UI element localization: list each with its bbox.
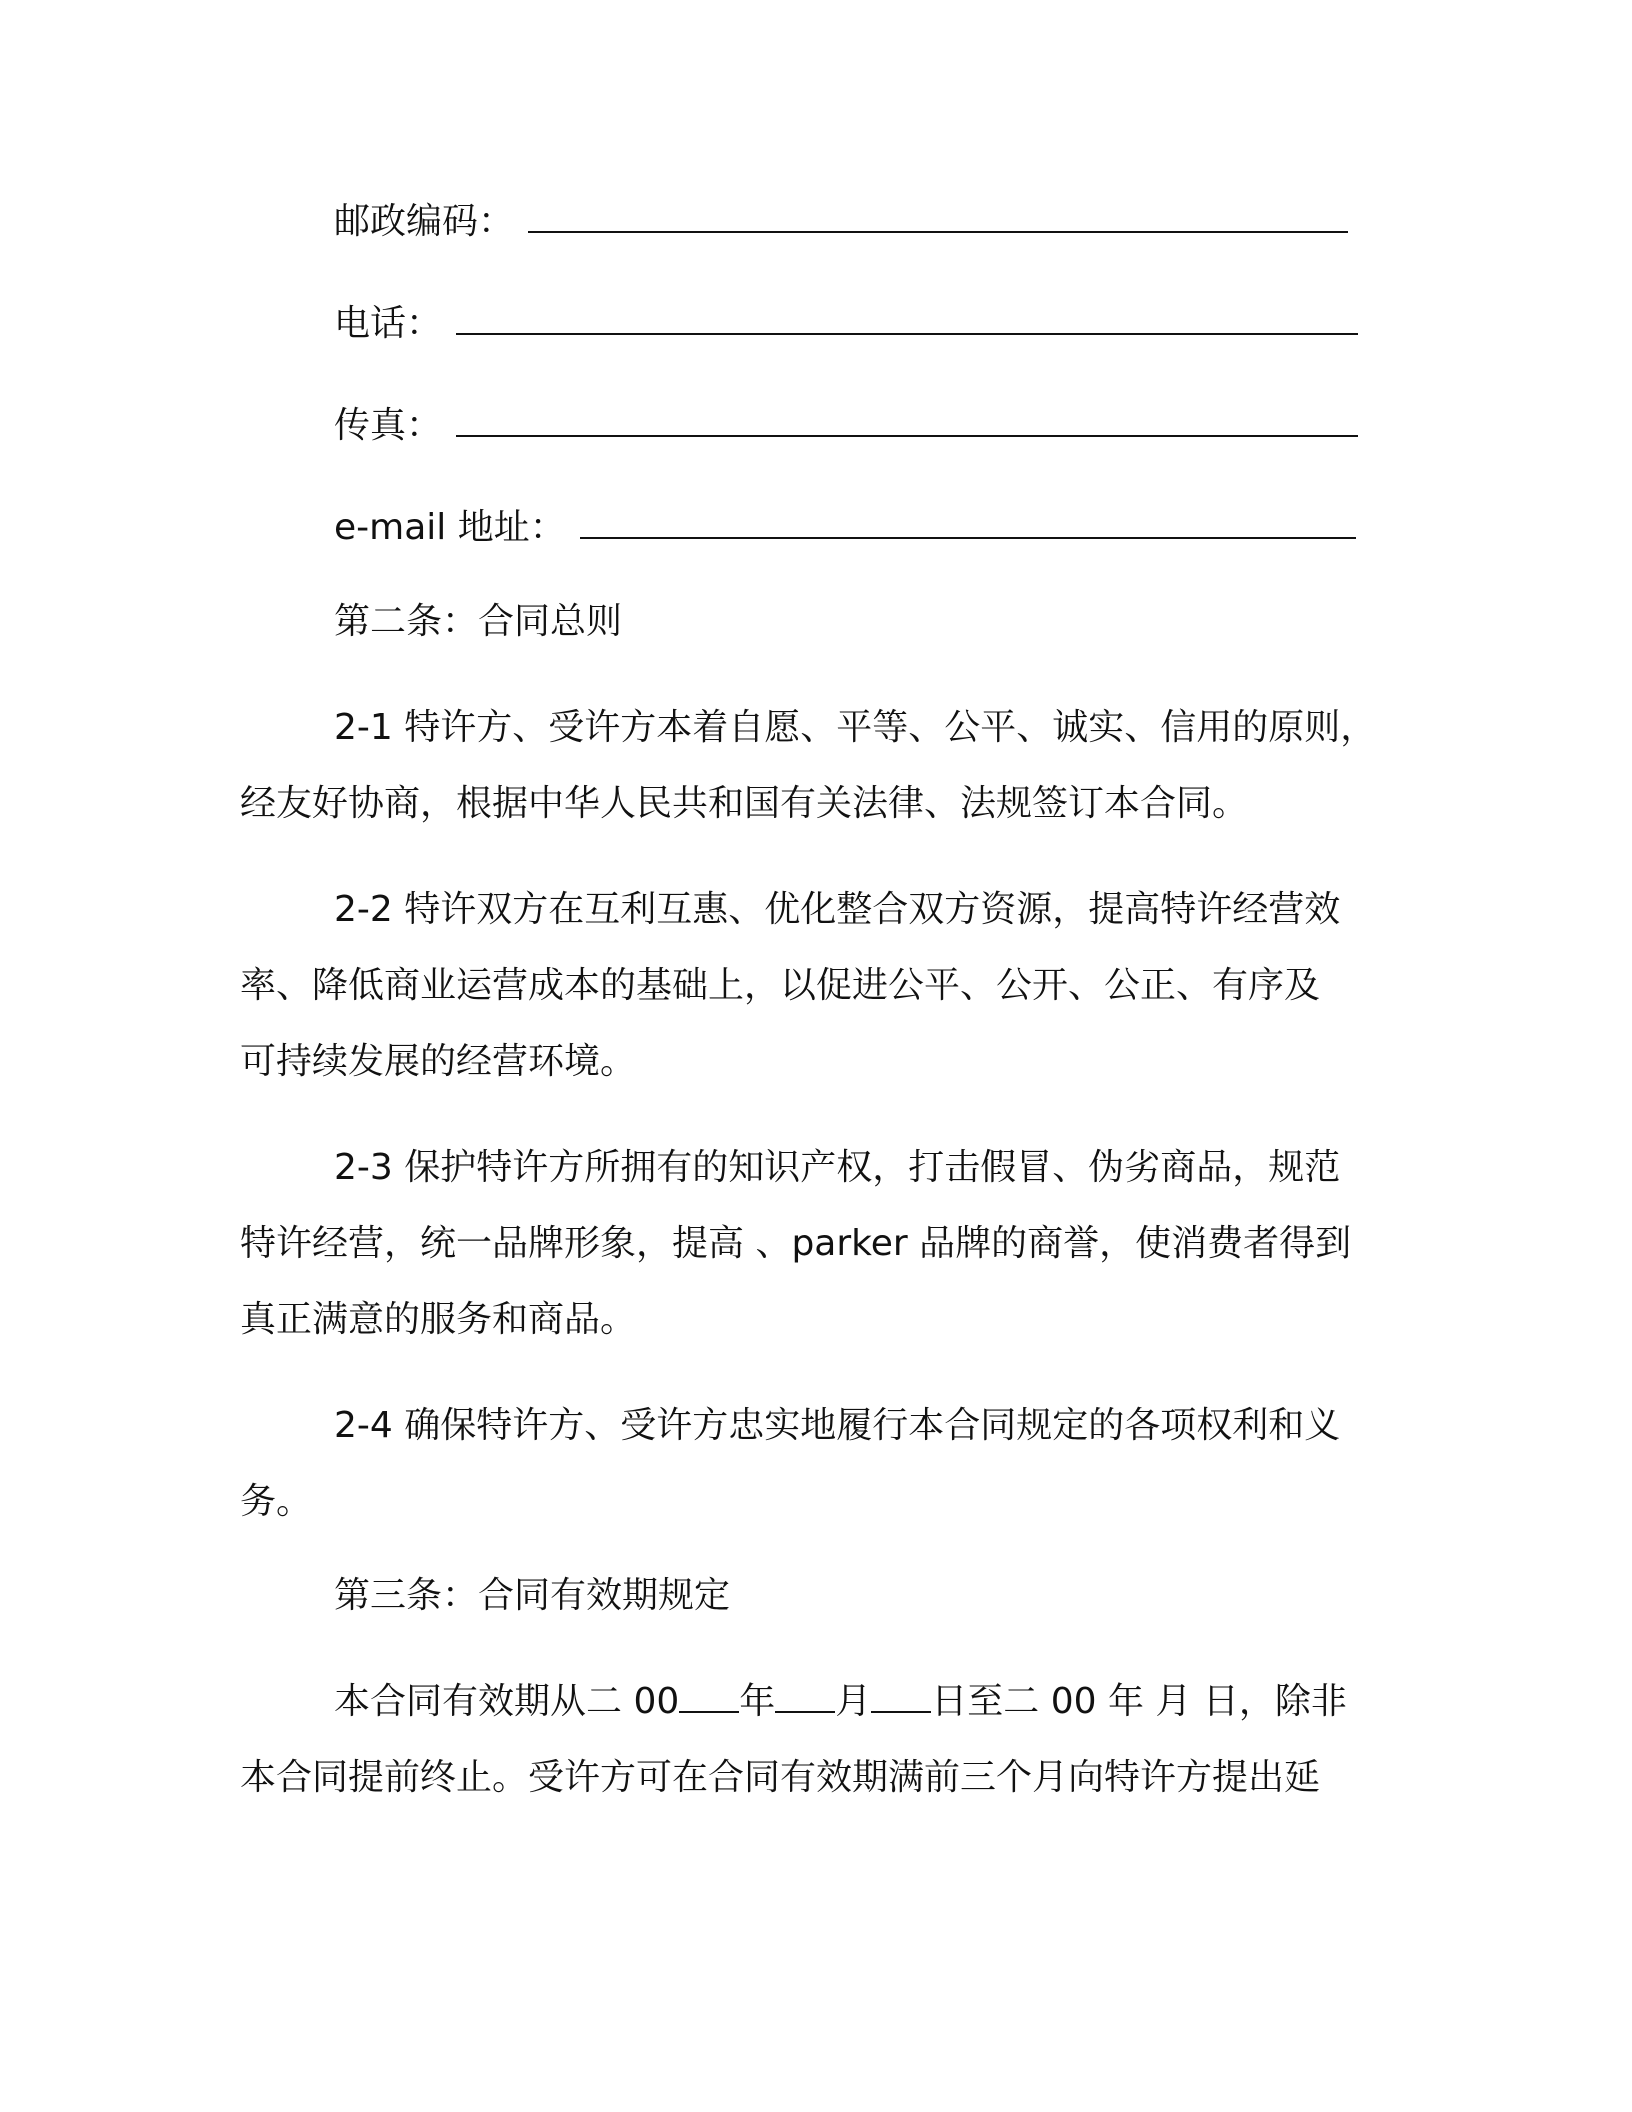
fax-blank — [456, 389, 1358, 437]
paragraph-2-1-line-1: 2-1 特许方、受许方本着自愿、平等、公平、诚实、信用的原则， — [334, 707, 1377, 748]
phone-blank — [456, 287, 1358, 335]
paragraph-2-3-line-3: 真正满意的服务和商品。 — [240, 1299, 637, 1340]
month-blank — [775, 1681, 835, 1713]
validity-text-end: 日至二 00 年 月 日，除非 — [931, 1681, 1347, 1722]
article-2-heading: 第二条：合同总则 — [334, 601, 623, 642]
paragraph-2-4-line-1: 2-4 确保特许方、受许方忠实地履行本合同规定的各项权利和义 — [334, 1405, 1341, 1446]
paragraph-2-4-line-2: 务。 — [240, 1481, 313, 1522]
postal-code-blank — [528, 185, 1348, 233]
paragraph-2-2-line-2: 率、降低商业运营成本的基础上，以促进公平、公开、公正、有序及 — [240, 965, 1321, 1006]
email-blank — [580, 491, 1356, 539]
postal-code-label: 邮政编码： — [334, 201, 515, 242]
paragraph-2-1-line-2: 经友好协商，根据中华人民共和国有关法律、法规签订本合同。 — [240, 783, 1249, 824]
year-label: 年 — [739, 1681, 776, 1722]
paragraph-2-3-line-2: 特许经营，统一品牌形象，提高 、parker 品牌的商誉，使消费者得到 — [240, 1223, 1352, 1264]
day-blank — [871, 1681, 931, 1713]
email-field — [334, 490, 1362, 566]
phone-field — [334, 286, 1364, 362]
paragraph-2-2-line-1: 2-2 特许双方在互利互惠、优化整合双方资源，提高特许经营效 — [334, 889, 1341, 930]
paragraph-3-line-2: 本合同提前终止。受许方可在合同有效期满前三个月向特许方提出延 — [240, 1757, 1321, 1798]
email-label: e-mail 地址： — [334, 507, 566, 548]
paragraph-2-2-line-3: 可持续发展的经营环境。 — [240, 1041, 637, 1082]
paragraph-3-line-1 — [334, 1664, 1380, 1740]
fax-label: 传真： — [334, 405, 443, 446]
postal-code-field — [334, 184, 1354, 260]
paragraph-2-3-line-1: 2-3 保护特许方所拥有的知识产权，打击假冒、伪劣商品，规范 — [334, 1147, 1341, 1188]
phone-label: 电话： — [334, 303, 443, 344]
article-3-heading: 第三条：合同有效期规定 — [334, 1575, 731, 1616]
year-blank — [679, 1681, 739, 1713]
fax-field — [334, 388, 1364, 464]
month-label: 月 — [835, 1681, 872, 1722]
validity-text-start: 本合同有效期从二 00 — [334, 1681, 680, 1722]
